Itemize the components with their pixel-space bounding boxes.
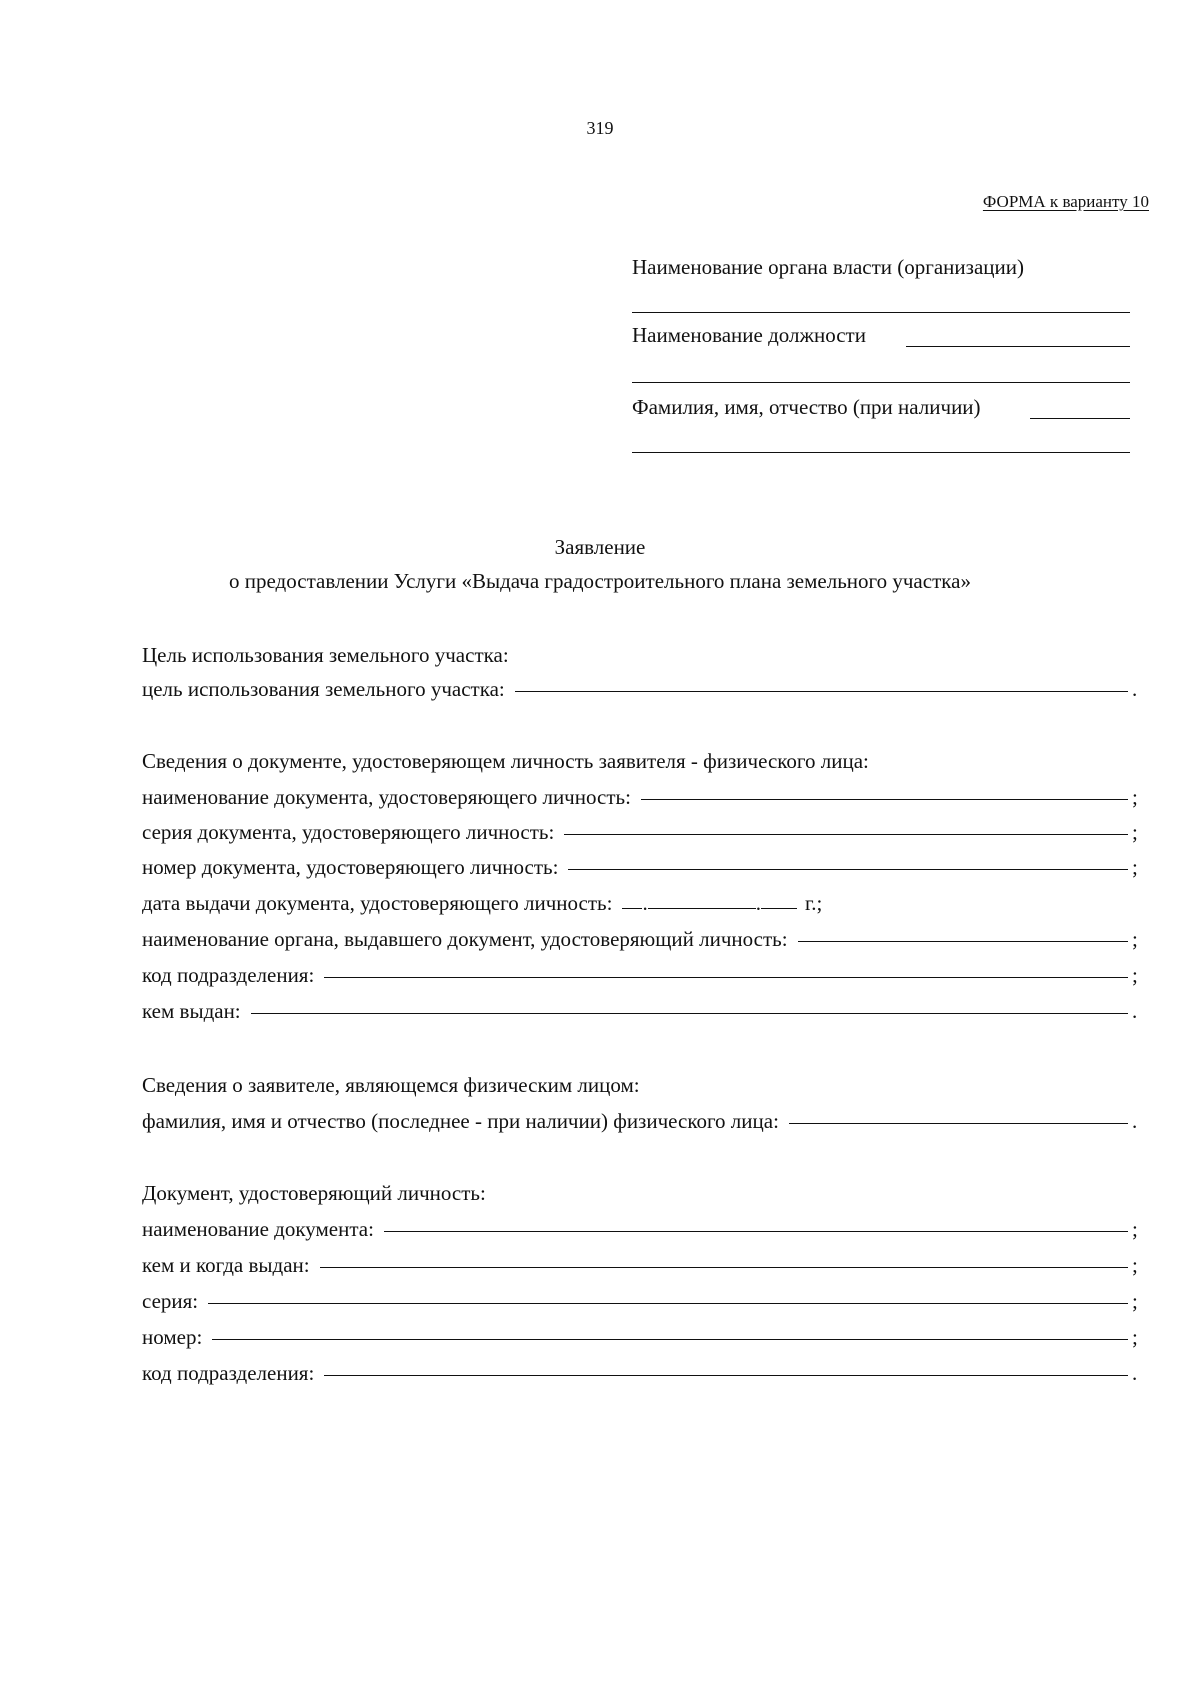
form-reference: ФОРМА к варианту 10 — [982, 192, 1149, 211]
authority-label: Наименование органа власти (организации) — [632, 255, 1024, 279]
row-end: . — [1132, 1109, 1138, 1133]
document-series-label: серия: — [142, 1289, 199, 1313]
id-doc-issuer-field[interactable] — [798, 941, 1128, 942]
row-end: ; — [1132, 1253, 1138, 1277]
purpose-heading: Цель использования земельного участка: — [142, 643, 509, 667]
purpose-label: цель использования земельного участка: — [142, 677, 505, 701]
id-doc-number-field[interactable] — [568, 869, 1128, 870]
fio-field[interactable] — [1030, 418, 1130, 419]
position-field-line2[interactable] — [632, 382, 1130, 383]
id-doc-number-label: номер документа, удостоверяющего личность: — [142, 855, 559, 879]
document-number-label: номер: — [142, 1325, 203, 1349]
row-end: ; — [1132, 1325, 1138, 1349]
id-doc-issued-by-row — [142, 998, 1142, 1024]
document-series-row — [142, 1288, 1142, 1314]
purpose-row — [142, 676, 1142, 702]
id-doc-issuer-label: наименование органа, выдавшего документ, удостоверяющий личность: — [142, 927, 788, 951]
id-doc-name-field[interactable] — [641, 799, 1128, 800]
id-doc-code-row — [142, 962, 1142, 988]
fio-label: Фамилия, имя, отчество (при наличии) — [632, 395, 981, 419]
date-day-field[interactable] — [622, 890, 642, 909]
date-year-field[interactable] — [761, 890, 797, 909]
id-doc-issuer-row — [142, 926, 1142, 952]
id-doc-name-row — [142, 784, 1142, 810]
document-number-row — [142, 1324, 1142, 1350]
page-number: 319 — [586, 118, 614, 138]
applicant-fio-label: фамилия, имя и отчество (последнее - при наличии) физического лица: — [142, 1109, 779, 1133]
document-issued-field[interactable] — [320, 1267, 1128, 1268]
fio-field-line2[interactable] — [632, 452, 1130, 453]
document-name-field[interactable] — [384, 1231, 1128, 1232]
document-code-row — [142, 1360, 1142, 1386]
row-end: . — [1132, 1361, 1138, 1385]
purpose-end: . — [1132, 677, 1138, 701]
id-doc-issued-by-label: кем выдан: — [142, 999, 241, 1023]
document-issued-label: кем и когда выдан: — [142, 1253, 310, 1277]
id-doc-date-row — [142, 890, 822, 916]
id-doc-heading: Сведения о документе, удостоверяющем личность заявителя - физического лица: — [142, 749, 869, 773]
document-code-field[interactable] — [324, 1375, 1128, 1376]
position-field[interactable] — [906, 346, 1130, 347]
id-doc-name-label: наименование документа, удостоверяющего личность: — [142, 785, 631, 809]
id-doc-code-field[interactable] — [324, 977, 1128, 978]
row-end: ; — [1132, 1289, 1138, 1313]
authority-field[interactable] — [632, 312, 1130, 313]
id-doc-number-row — [142, 854, 1142, 880]
date-suffix: г.; — [804, 891, 823, 915]
row-end: ; — [1132, 855, 1138, 879]
document-subtitle: о предоставлении Услуги «Выдача градостроительного плана земельного участка» — [229, 569, 971, 593]
document-code-label: код подразделения: — [142, 1361, 315, 1385]
id-doc-series-row — [142, 819, 1142, 845]
id-doc-date-label: дата выдачи документа, удостоверяющего личность: — [142, 891, 613, 915]
id-doc-series-label: серия документа, удостоверяющего личность: — [142, 820, 555, 844]
document-name-row — [142, 1216, 1142, 1242]
document-issued-row — [142, 1252, 1142, 1278]
document-number-field[interactable] — [212, 1339, 1128, 1340]
row-end: ; — [1132, 820, 1138, 844]
date-separator: . — [642, 891, 648, 915]
applicant-fio-row — [142, 1108, 1142, 1134]
row-end: ; — [1132, 785, 1138, 809]
id-doc-code-label: код подразделения: — [142, 963, 315, 987]
id-doc-issued-by-field[interactable] — [251, 1013, 1128, 1014]
id-doc-series-field[interactable] — [564, 834, 1128, 835]
row-end: ; — [1132, 1217, 1138, 1241]
document-name-label: наименование документа: — [142, 1217, 374, 1241]
applicant-fio-field[interactable] — [789, 1123, 1128, 1124]
row-end: ; — [1132, 963, 1138, 987]
date-separator: . — [755, 891, 761, 915]
applicant-heading: Сведения о заявителе, являющемся физическим лицом: — [142, 1073, 640, 1097]
position-label: Наименование должности — [632, 323, 866, 347]
purpose-field[interactable] — [515, 691, 1128, 692]
document-title: Заявление — [554, 535, 646, 559]
document-heading: Документ, удостоверяющий личность: — [142, 1181, 486, 1205]
row-end: ; — [1132, 927, 1138, 951]
date-month-field[interactable] — [648, 890, 756, 909]
document-series-field[interactable] — [208, 1303, 1128, 1304]
row-end: . — [1132, 999, 1138, 1023]
